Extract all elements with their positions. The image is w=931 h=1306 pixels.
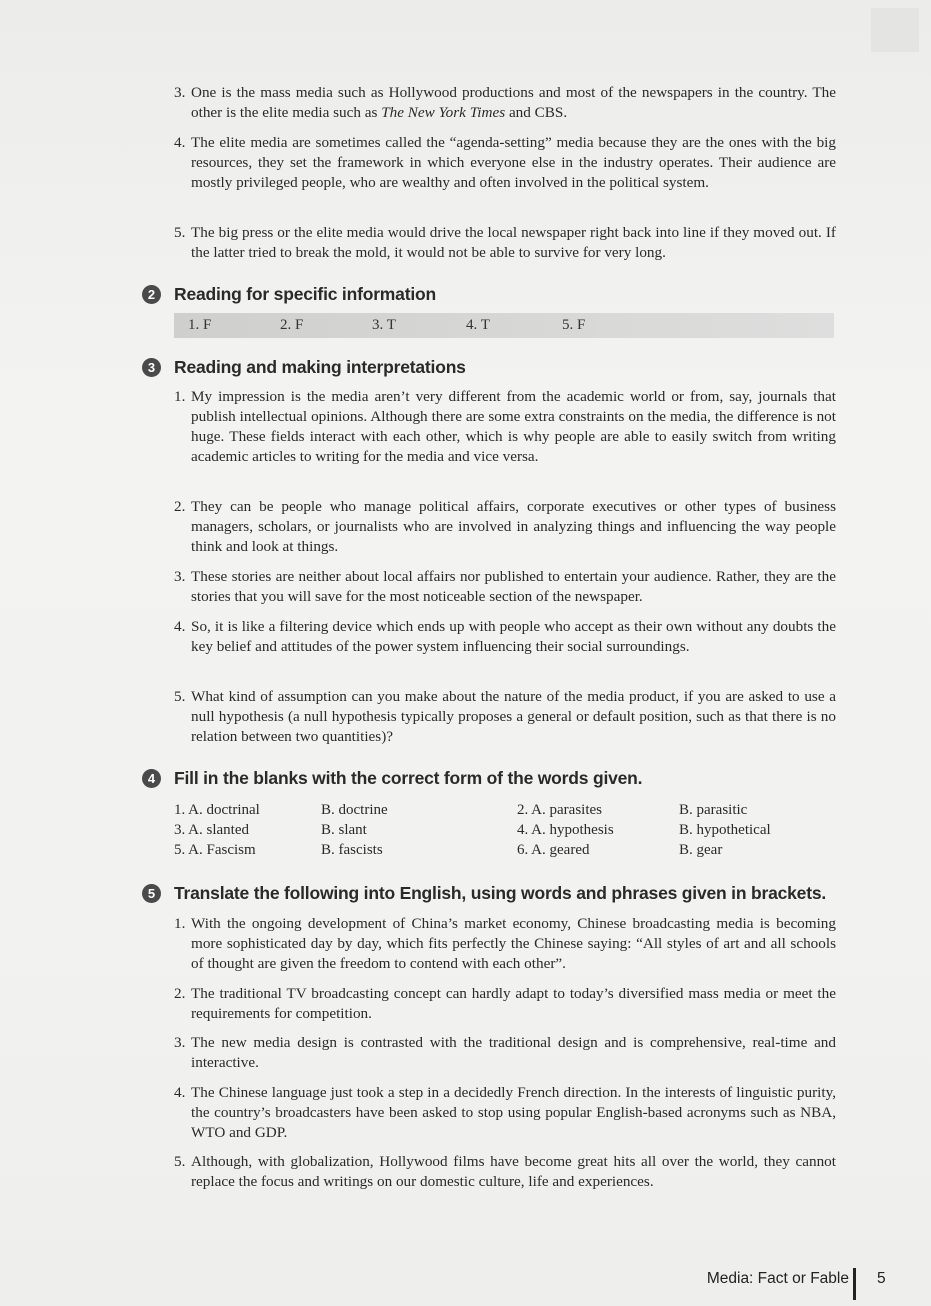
fill-answer: B. hypothetical xyxy=(679,822,771,838)
section3-item-1: 1. My impression is the media aren’t very different from the academic world or from, say, journals that publish intellectual opinions. Although there are some extra constraints on the media, the difference is not huge. These fields interact with each other, which is why people are able to easily switch from writing academic articles to writing for the media and vice versa. xyxy=(174,388,836,465)
section3-item-3: 3. These stories are neither about local affairs nor published to entertain your audience. Rather, they are the stories that you will save for the most noticeable section of the newspaper. xyxy=(174,568,836,605)
section-number-badge: 2 xyxy=(142,285,161,304)
fill-answer: 5. A. Fascism xyxy=(174,842,256,858)
section-title: Reading for specific information xyxy=(174,283,436,304)
fill-answer: B. slant xyxy=(321,822,367,838)
footer-divider xyxy=(853,1268,856,1300)
section-title: Reading and making interpretations xyxy=(174,356,466,377)
newspaper-title: The New York Times xyxy=(381,104,506,121)
fill-answer: 2. A. parasites xyxy=(517,802,602,818)
section-number-badge: 4 xyxy=(142,769,161,788)
answer-item: 4. T xyxy=(466,317,490,333)
section3-item-2: 2. They can be people who manage political affairs, corporate executives or other types of business managers, scholars, or journalists who are involved in analyzing things and influencing the way people think and look at things. xyxy=(174,498,836,555)
part1-item-5: 5. The big press or the elite media would drive the local newspaper right back into line if they moved out. If the latter tried to break the mold, it would not be able to survive for very long. xyxy=(174,224,836,261)
answer-item: 1. F xyxy=(188,317,212,333)
section-title: Translate the following into English, using words and phrases given in brackets. xyxy=(174,882,827,903)
section-5-heading xyxy=(142,882,826,904)
fill-answer: 6. A. geared xyxy=(517,842,590,858)
answer-item: 3. T xyxy=(372,317,396,333)
fill-answer: B. parasitic xyxy=(679,802,748,818)
section-number-badge: 3 xyxy=(142,358,161,377)
answers-bar xyxy=(174,313,834,338)
section5-item-4: 4. The Chinese language just took a step in a decidedly French direction. In the interests of linguistic purity, the country’s broadcasters have been asked to stop using popular English-based acronyms such as NBA, WTO and GDP. xyxy=(174,1084,836,1141)
section-3-heading xyxy=(142,356,466,378)
running-footer-title: Media: Fact or Fable xyxy=(706,1270,849,1287)
section3-item-5: 5. What kind of assumption can you make about the nature of the media product, if you are asked to use a null hypothesis (a null hypothesis typically proposes a general or default position, such as that there is no relation between two quantities)? xyxy=(174,688,836,745)
fill-answer: B. doctrine xyxy=(321,802,388,818)
fill-answer: 1. A. doctrinal xyxy=(174,802,260,818)
section-2-heading xyxy=(142,283,436,305)
section5-item-5: 5. Although, with globalization, Hollywood films have become great hits all over the world, they cannot replace the focus and writings on our domestic culture, life and experiences. xyxy=(174,1153,836,1190)
section-number-badge: 5 xyxy=(142,884,161,903)
section3-item-4: 4. So, it is like a filtering device which ends up with people who accept as their own without any doubts the key belief and attitudes of the power system influencing their social surroundings. xyxy=(174,618,836,655)
fill-answer: 4. A. hypothesis xyxy=(517,822,614,838)
page-number: 5 xyxy=(877,1270,886,1287)
section-title: Fill in the blanks with the correct form of the words given. xyxy=(174,767,643,788)
fill-answer: B. gear xyxy=(679,842,723,858)
part1-item-4: 4. The elite media are sometimes called the “agenda-setting” media because they are the ones with the big resources, they set the framework in which everyone else in the industry operates. Their audience are mostly privileged people, who are wealthy and often involved in the political system. xyxy=(174,134,836,191)
answer-item: 2. F xyxy=(280,317,304,333)
section5-item-3: 3. The new media design is contrasted with the traditional design and is comprehensive, real-time and interactive. xyxy=(174,1034,836,1071)
answer-item: 5. F xyxy=(562,317,586,333)
section5-item-2: 2. The traditional TV broadcasting concept can hardly adapt to today’s diversified mass media or meet the requirements for competition. xyxy=(174,985,836,1022)
part1-item-3: 3. One is the mass media such as Hollywood productions and most of the newspapers in the country. The other is the elite media such as The New York Times and CBS. xyxy=(174,84,836,121)
fill-answer: B. fascists xyxy=(321,842,383,858)
section-4-heading xyxy=(142,767,642,789)
section5-item-1: 1. With the ongoing development of China’s market economy, Chinese broadcasting media is becoming more sophisticated day by day, which fits perfectly the Chinese saying: “All styles of art and all schools of thought are given the freedom to contend with each other”. xyxy=(174,915,836,972)
fill-answer: 3. A. slanted xyxy=(174,822,249,838)
